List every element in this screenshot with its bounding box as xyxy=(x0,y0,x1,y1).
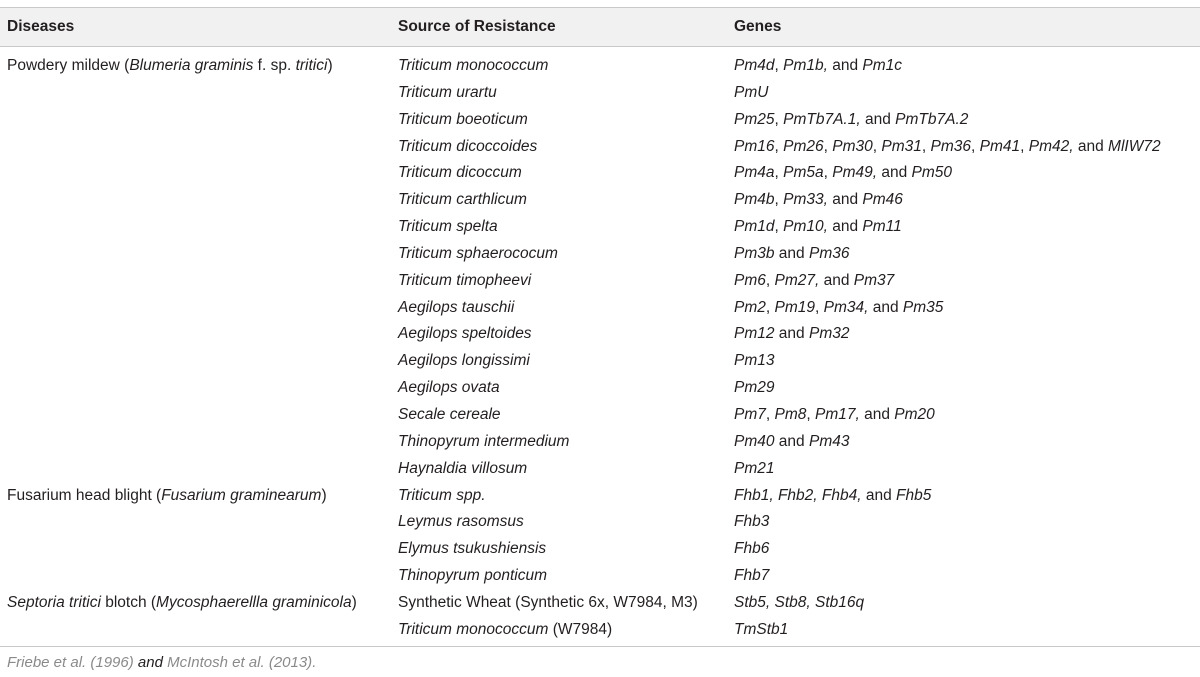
table-row xyxy=(0,375,1200,402)
genes-cell-text: Pm30 xyxy=(832,137,873,155)
genes-cell xyxy=(734,429,849,456)
table-row xyxy=(0,617,1200,644)
genes-cell-text: Pm3b xyxy=(734,244,775,262)
genes-cell-text: Pm11 xyxy=(862,218,902,236)
footnote-ref-mcintosh[interactable]: McIntosh et al. (2013) xyxy=(167,654,313,671)
source-cell xyxy=(398,160,522,187)
genes-cell xyxy=(734,321,849,348)
disease-cell-text: ) xyxy=(321,486,327,504)
genes-cell-text: Pm40 xyxy=(734,432,775,450)
table-row xyxy=(0,268,1200,295)
genes-cell-text: Pm4d xyxy=(734,57,775,74)
genes-cell-text: , xyxy=(774,218,784,236)
table-row xyxy=(0,456,1200,483)
genes-cell-text: Fhb3 xyxy=(734,513,770,531)
disease-cell-text: f. sp. xyxy=(253,57,296,74)
genes-cell-text: PmTb7A.2 xyxy=(895,110,969,128)
genes-cell xyxy=(734,107,968,134)
disease-cell-text: Septoria tritici xyxy=(7,593,101,611)
table-row xyxy=(0,321,1200,348)
genes-cell-text: Pm16 xyxy=(734,137,775,155)
source-cell xyxy=(398,483,486,510)
header-genes: Genes xyxy=(734,18,782,35)
table-row xyxy=(0,536,1200,563)
genes-cell-text: Stb5, Stb8, Stb16q xyxy=(734,593,865,611)
table-bottom-rule xyxy=(0,646,1200,647)
disease-cell-text: Powdery mildew ( xyxy=(7,57,130,74)
genes-cell-text: Pm1d xyxy=(734,218,775,236)
genes-cell-text: Pm36 xyxy=(930,137,971,155)
genes-cell xyxy=(734,80,768,107)
genes-cell xyxy=(734,295,943,322)
table-row xyxy=(0,509,1200,536)
source-cell xyxy=(398,107,528,134)
genes-cell-text: , xyxy=(774,191,784,209)
disease-cell-text: Mycosphaerellla graminicola xyxy=(156,593,352,611)
genes-cell-text: Pm42, xyxy=(1028,137,1074,155)
source-cell xyxy=(398,590,698,617)
source-cell xyxy=(398,429,569,456)
source-cell xyxy=(398,53,548,80)
footnote-and: and xyxy=(133,654,168,671)
genes-cell-text: Pm43 xyxy=(808,432,850,450)
source-cell-text: Triticum sphaerococum xyxy=(398,244,558,262)
table-row xyxy=(0,80,1200,107)
genes-cell xyxy=(734,160,952,187)
genes-cell xyxy=(734,134,1161,161)
disease-cell-text: Fusarium graminearum xyxy=(161,486,322,504)
genes-cell xyxy=(734,214,902,241)
genes-cell-text: TmStb1 xyxy=(734,620,789,638)
disease-cell-text: ) xyxy=(327,57,333,74)
disease-cell xyxy=(7,483,327,510)
table-row xyxy=(0,214,1200,241)
genes-cell-text: and xyxy=(1073,137,1109,155)
genes-cell-text: , xyxy=(823,137,833,155)
disease-cell-text: tritici xyxy=(295,57,328,74)
header-source-of-resistance: Source of Resistance xyxy=(398,18,556,35)
genes-cell-text: PmU xyxy=(734,83,769,101)
table-row xyxy=(0,483,1200,510)
genes-cell-text: , xyxy=(774,164,784,182)
genes-cell-text: , xyxy=(806,405,815,423)
genes-cell-text: Pm37 xyxy=(853,271,895,289)
source-cell-text: Elymus tsukushiensis xyxy=(398,540,547,558)
source-cell xyxy=(398,375,500,402)
genes-cell-text: , xyxy=(823,164,833,182)
genes-cell-text: Pm2 xyxy=(734,298,766,316)
genes-cell-text: Pm19 xyxy=(774,298,815,316)
table-row xyxy=(0,348,1200,375)
table-row xyxy=(0,590,1200,617)
genes-cell-text: and xyxy=(868,298,903,316)
disease-cell xyxy=(7,53,333,80)
genes-cell-text: Pm1b, xyxy=(783,57,828,74)
genes-cell-text: Fhb6 xyxy=(734,540,770,558)
source-cell xyxy=(398,321,532,348)
source-cell xyxy=(398,456,527,483)
genes-cell-text: , xyxy=(872,137,882,155)
disease-cell-text: Blumeria graminis xyxy=(129,57,254,74)
source-cell-text: Aegilops tauschii xyxy=(398,298,515,316)
genes-cell-text: , xyxy=(1020,137,1029,155)
genes-cell xyxy=(734,241,849,268)
genes-cell-text: , xyxy=(921,137,931,155)
source-cell xyxy=(398,536,546,563)
table-row xyxy=(0,402,1200,429)
genes-cell-text: Pm8 xyxy=(774,405,807,423)
genes-cell xyxy=(734,53,902,80)
source-cell xyxy=(398,187,527,214)
genes-cell-text: Pm13 xyxy=(734,352,775,370)
genes-cell-text: Pm33, xyxy=(783,191,828,209)
genes-cell xyxy=(734,402,935,429)
source-cell-text: Triticum timopheevi xyxy=(398,271,532,289)
genes-cell xyxy=(734,617,788,644)
source-cell-text: Triticum dicoccum xyxy=(398,164,522,182)
source-cell-text: Triticum monococcum xyxy=(398,620,549,638)
genes-cell-text: Pm32 xyxy=(808,325,850,343)
genes-cell xyxy=(734,375,775,402)
genes-cell-text: Pm21 xyxy=(734,459,775,477)
table-row xyxy=(0,295,1200,322)
genes-cell-text: Fhb7 xyxy=(734,567,770,585)
source-cell xyxy=(398,348,530,375)
footnote-ref-friebe[interactable]: Friebe et al. (1996) xyxy=(7,654,134,671)
genes-cell xyxy=(734,536,769,563)
genes-cell xyxy=(734,348,775,375)
source-cell xyxy=(398,295,514,322)
source-cell xyxy=(398,80,497,107)
source-cell-text: Triticum dicoccoides xyxy=(398,137,538,155)
source-cell-text: Triticum urartu xyxy=(398,83,497,101)
genes-cell-text: and xyxy=(859,405,895,423)
disease-cell-text: Fusarium head blight ( xyxy=(7,486,162,504)
genes-cell-text: and xyxy=(877,164,912,182)
genes-cell-text: Fhb5 xyxy=(896,486,932,504)
genes-cell-text: Pm46 xyxy=(862,191,903,209)
footnote-period: . xyxy=(312,654,317,671)
table-row xyxy=(0,187,1200,214)
genes-cell-text: MlIW72 xyxy=(1108,137,1161,155)
genes-cell-text: Pm17, xyxy=(815,405,860,423)
genes-cell-text: , xyxy=(815,298,824,316)
genes-cell-text: Pm12 xyxy=(734,325,775,343)
source-cell xyxy=(398,214,498,241)
table-row xyxy=(0,160,1200,187)
genes-cell-text: , xyxy=(971,137,980,155)
source-cell-text: Aegilops longissimi xyxy=(398,352,530,370)
source-cell xyxy=(398,241,558,268)
genes-cell-text: Pm6 xyxy=(734,271,766,289)
genes-cell-text: Pm27, xyxy=(774,271,820,289)
table-body xyxy=(0,53,1200,644)
table-header-row xyxy=(0,7,1200,47)
genes-cell-text: Pm7 xyxy=(734,405,766,423)
source-cell-text: Triticum carthlicum xyxy=(398,191,527,209)
table-row xyxy=(0,107,1200,134)
genes-cell-text: , xyxy=(774,57,784,74)
table-footnote xyxy=(7,654,316,671)
source-cell-text: Secale cereale xyxy=(398,405,501,423)
genes-cell-text: , xyxy=(765,298,775,316)
genes-cell-text: Pm10, xyxy=(783,218,828,236)
source-cell-text: Haynaldia villosum xyxy=(398,459,528,477)
source-cell xyxy=(398,617,612,644)
genes-cell-text: , xyxy=(774,137,784,155)
genes-cell-text: and xyxy=(827,218,863,236)
genes-cell-text: Pm35 xyxy=(902,298,944,316)
table-row xyxy=(0,134,1200,161)
genes-cell-text: and xyxy=(774,432,809,450)
genes-cell xyxy=(734,268,894,295)
table-row xyxy=(0,563,1200,590)
genes-cell-text: Pm26 xyxy=(783,137,824,155)
genes-cell xyxy=(734,187,903,214)
source-cell xyxy=(398,402,501,429)
genes-cell-text: Pm5a xyxy=(783,164,824,182)
source-cell-text: (W7984) xyxy=(548,620,613,638)
genes-cell-text: Pm41 xyxy=(979,137,1021,155)
genes-cell xyxy=(734,483,931,510)
genes-cell-text: Pm34, xyxy=(823,298,869,316)
genes-cell-text: Pm1c xyxy=(862,57,903,74)
genes-cell-text: and xyxy=(861,486,897,504)
genes-cell-text: and xyxy=(827,191,863,209)
genes-cell-text: Pm4b xyxy=(734,191,775,209)
genes-cell xyxy=(734,590,864,617)
genes-cell-text: Pm36 xyxy=(808,244,850,262)
genes-cell-text: Pm49, xyxy=(832,164,878,182)
source-cell xyxy=(398,563,547,590)
disease-cell xyxy=(7,590,357,617)
source-cell-text: Triticum boeoticum xyxy=(398,110,528,128)
genes-cell xyxy=(734,509,769,536)
source-cell-text: Triticum monococcum xyxy=(398,57,549,74)
source-cell-text: Synthetic Wheat (Synthetic 6x, W7984, M3) xyxy=(398,593,698,611)
genes-cell-text: Pm29 xyxy=(734,379,775,397)
source-cell-text: Triticum spp. xyxy=(398,486,486,504)
table-row xyxy=(0,429,1200,456)
source-cell xyxy=(398,134,537,161)
genes-cell-text: and xyxy=(827,57,863,74)
source-cell-text: Thinopyrum ponticum xyxy=(398,567,548,585)
source-cell xyxy=(398,509,524,536)
genes-cell-text: , xyxy=(765,271,775,289)
genes-cell-text: and xyxy=(774,325,809,343)
disease-cell-text: blotch ( xyxy=(100,593,157,611)
table-row xyxy=(0,53,1200,80)
disease-cell-text: ) xyxy=(351,593,357,611)
source-cell-text: Aegilops speltoides xyxy=(398,325,532,343)
genes-cell-text: Pm20 xyxy=(894,405,935,423)
genes-cell-text: , xyxy=(774,110,784,128)
source-cell-text: Leymus rasomsus xyxy=(398,513,524,531)
genes-cell-text: Pm25 xyxy=(734,110,775,128)
genes-cell-text: Pm4a xyxy=(734,164,775,182)
genes-cell xyxy=(734,563,769,590)
genes-cell-text: PmTb7A.1, xyxy=(783,110,861,128)
source-cell-text: Thinopyrum intermedium xyxy=(398,432,570,450)
header-diseases: Diseases xyxy=(7,18,75,35)
genes-cell xyxy=(734,456,775,483)
genes-cell-text: and xyxy=(774,244,809,262)
source-cell xyxy=(398,268,531,295)
genes-cell-text: Fhb1, Fhb2, Fhb4, xyxy=(734,486,862,504)
genes-cell-text: and xyxy=(860,110,896,128)
genes-cell-text: Pm50 xyxy=(911,164,953,182)
genes-cell-text: , xyxy=(765,405,775,423)
genes-cell-text: Pm31 xyxy=(881,137,922,155)
table-row xyxy=(0,241,1200,268)
source-cell-text: Triticum spelta xyxy=(398,218,498,236)
genes-cell-text: and xyxy=(819,271,854,289)
source-cell-text: Aegilops ovata xyxy=(398,379,500,397)
